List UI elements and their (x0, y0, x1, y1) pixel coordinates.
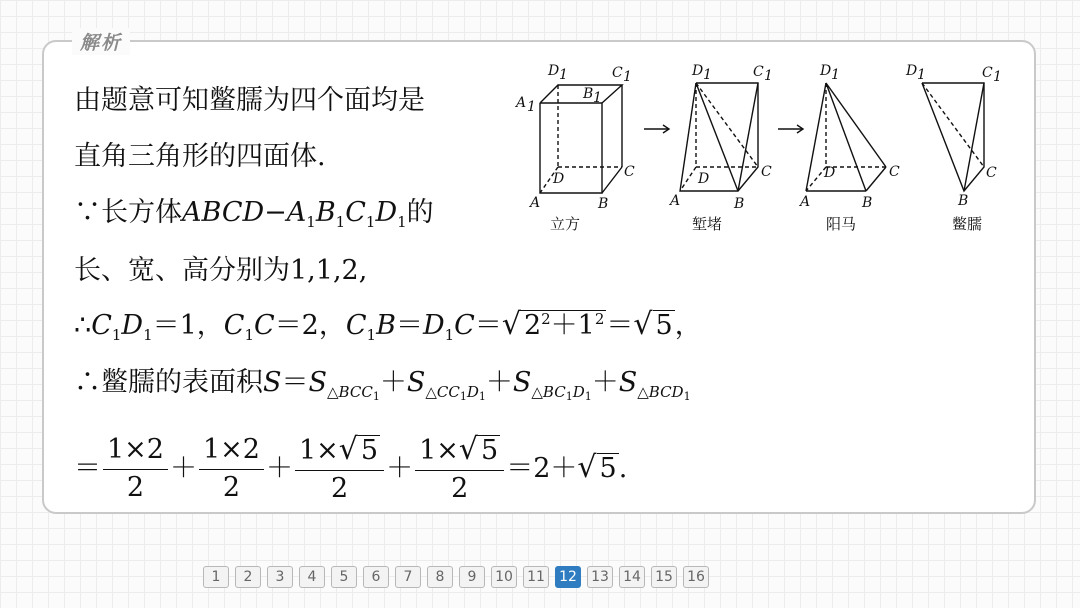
caption-bienao: 鳖臑 (952, 215, 983, 233)
svg-text:D: D (698, 171, 710, 187)
svg-text:D: D (548, 63, 560, 79)
page-button-2[interactable]: 2 (235, 566, 261, 588)
page-button-16[interactable]: 16 (683, 566, 709, 588)
solid-figures-diagram (508, 55, 1008, 245)
svg-text:C: C (612, 65, 623, 81)
svg-text:D: D (906, 63, 918, 79)
svg-text:B: B (598, 196, 609, 212)
svg-text:C: C (986, 165, 997, 181)
page-button-8[interactable]: 8 (427, 566, 453, 588)
svg-text:B: B (862, 195, 873, 211)
text-line-6: ∴鳖臑的表面积$S=S_{\triangle BCC_1}+S_{\triangle CC_1D_1}+S_{\triangle BC_1D_1}+S_{\triangle BCD_1}$ (74, 367, 691, 403)
bienao-figure (922, 83, 984, 191)
svg-text:D: D (692, 63, 704, 79)
svg-text:C: C (761, 164, 772, 180)
svg-text:C: C (753, 64, 764, 80)
text-line-3: ∵长方体$ABCD-A_1B_1C_1D_1$的 (74, 197, 434, 231)
because-prefix: ∵长方体 (74, 197, 182, 228)
svg-text:D: D (820, 63, 832, 79)
svg-text:A: A (800, 194, 811, 210)
text-line-4: 长、宽、高分别为1,1,2, (74, 255, 368, 286)
page-button-11[interactable]: 11 (523, 566, 549, 588)
svg-text:C: C (624, 164, 635, 180)
svg-text:1: 1 (593, 90, 602, 106)
svg-text:1: 1 (917, 67, 926, 83)
svg-text:B: B (958, 193, 969, 209)
cuboid-name: ABCD (182, 197, 265, 228)
caption-yangma: 阳马 (826, 215, 857, 233)
page-button-12-current[interactable]: 12 (555, 566, 581, 588)
pagination (203, 566, 709, 588)
text-line-7: ＝ $\frac{1\times 2}{2}$ ＋ $\frac{1\times 2}{2}$ ＋ $\frac{1\times√ 5}{2}$ ＋ $\frac{1\times√ 5}{2}$ ＝2＋√ 5. (74, 428, 627, 509)
fraction-3: $\frac{1\times√ 5}{2}$ (295, 433, 384, 507)
text-line-2: 直角三角形的四面体. (74, 141, 326, 172)
page-button-6[interactable]: 6 (363, 566, 389, 588)
page-button-10[interactable]: 10 (491, 566, 517, 588)
caption-cube: 立方 (550, 215, 581, 233)
svg-text:C: C (982, 65, 993, 81)
surface-area-prefix: ∴鳖臑的表面积 (74, 367, 263, 398)
svg-text:1: 1 (559, 67, 568, 83)
page-button-13[interactable]: 13 (587, 566, 613, 588)
text-line-1: 由题意可知鳖臑为四个面均是 (74, 85, 425, 116)
section-tag: 解析 (72, 28, 130, 55)
caption-qiandu: 堑堵 (692, 215, 723, 233)
svg-text:1: 1 (623, 69, 632, 85)
page-button-3[interactable]: 3 (267, 566, 293, 588)
line3-suffix: 的 (406, 197, 434, 228)
svg-text:D: D (553, 171, 565, 187)
text-line-5: $\therefore C_1D_1=1$，$C_1C=2$，$C_1B=D_1C=√$ $2^2+1^2=√$ 5， (74, 307, 702, 344)
svg-text:1: 1 (527, 99, 536, 115)
svg-text:D: D (824, 165, 836, 181)
therefore-prefix: ∴ (74, 310, 92, 341)
fraction-1: $\frac{1\times 2}{2}$ (103, 433, 168, 506)
svg-text:A: A (530, 195, 541, 211)
svg-text:1: 1 (764, 68, 773, 84)
page-button-7[interactable]: 7 (395, 566, 421, 588)
fraction-4: $\frac{1\times√ 5}{2}$ (415, 433, 504, 507)
svg-text:1: 1 (831, 67, 840, 83)
page-button-5[interactable]: 5 (331, 566, 357, 588)
svg-text:C: C (889, 164, 900, 180)
svg-text:1: 1 (703, 67, 712, 83)
sqrt-expression: $2^2+1^2$ (521, 310, 606, 341)
svg-text:A: A (670, 193, 681, 209)
svg-text:1: 1 (993, 69, 1002, 85)
page-button-15[interactable]: 15 (651, 566, 677, 588)
fraction-2: $\frac{1\times 2}{2}$ (199, 433, 264, 506)
qiandu-figure (680, 83, 758, 191)
page-button-14[interactable]: 14 (619, 566, 645, 588)
svg-text:A: A (516, 95, 527, 111)
page-button-9[interactable]: 9 (459, 566, 485, 588)
yangma-figure (806, 83, 886, 191)
svg-text:B: B (583, 86, 594, 102)
page-button-4[interactable]: 4 (299, 566, 325, 588)
page-button-1[interactable]: 1 (203, 566, 229, 588)
svg-text:B: B (734, 196, 745, 212)
